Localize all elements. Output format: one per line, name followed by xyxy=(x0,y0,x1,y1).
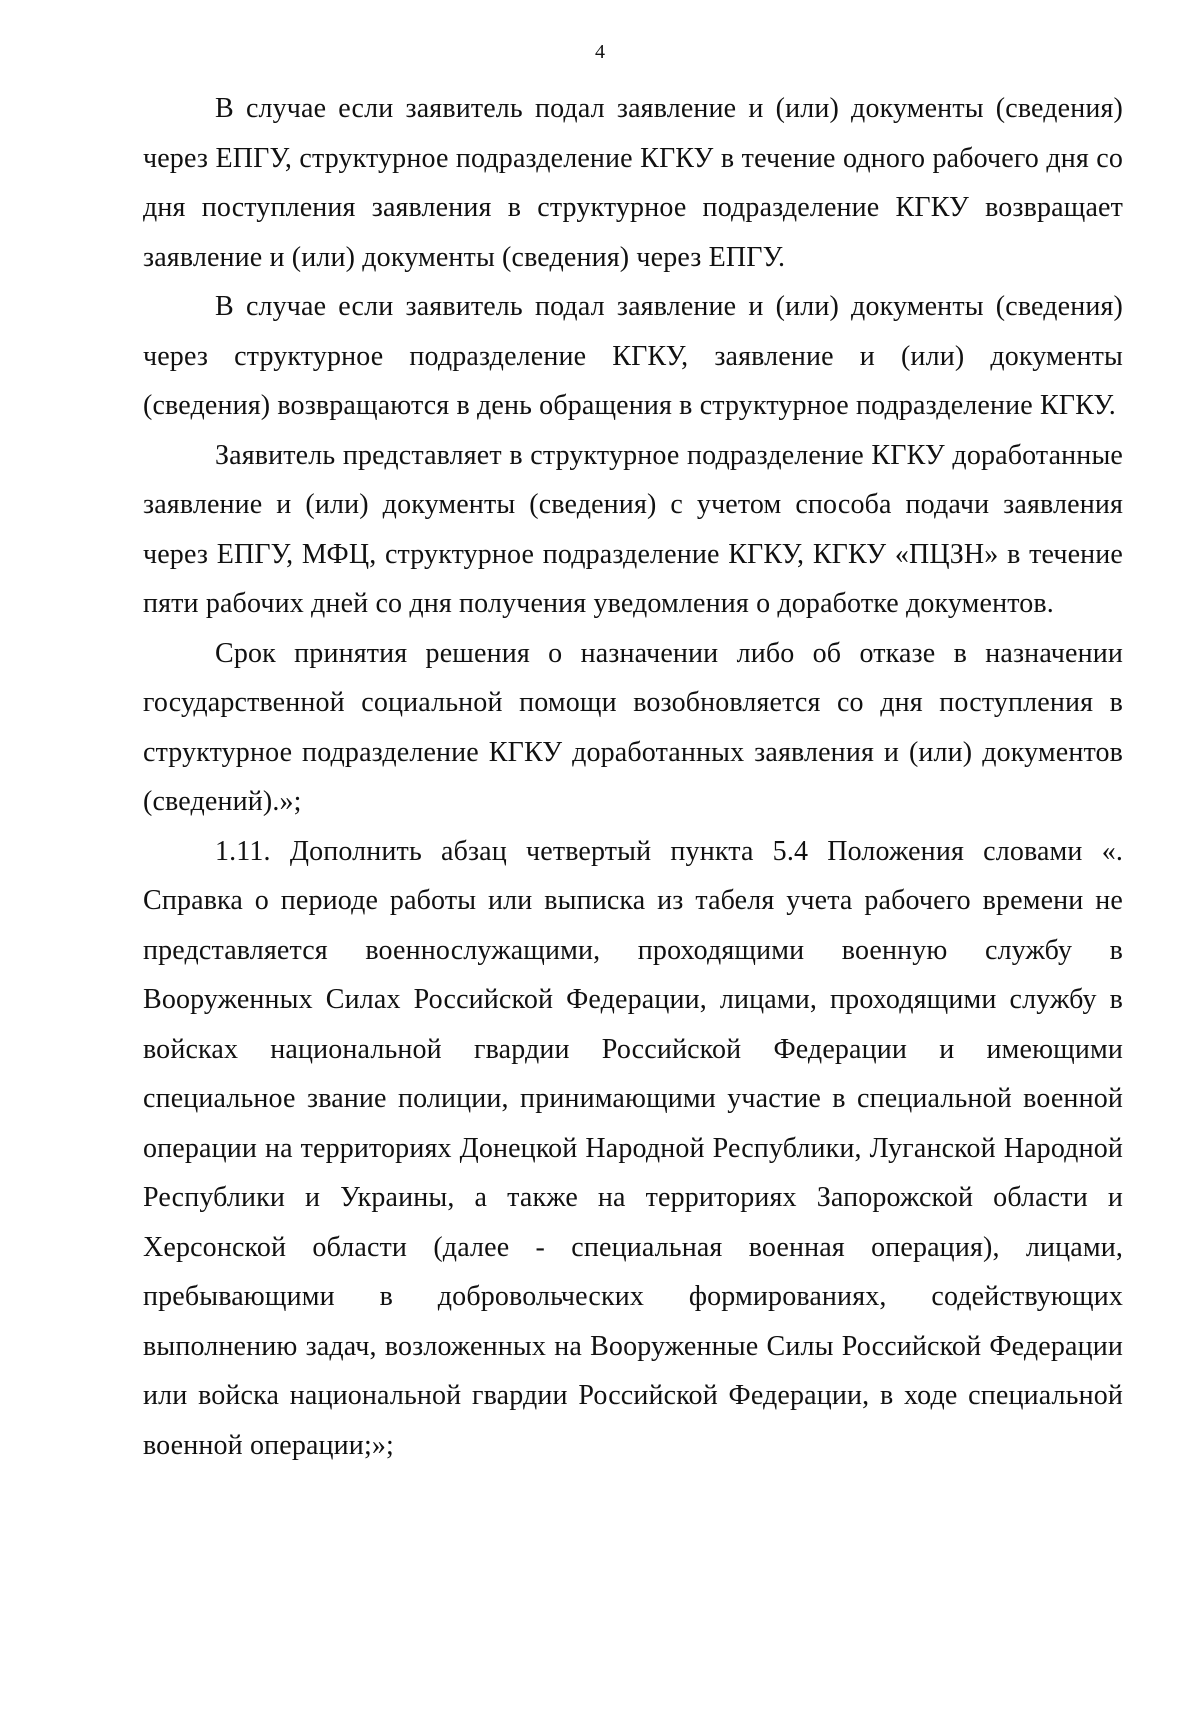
page-number: 4 xyxy=(595,41,605,63)
paragraph-return-via-kgku: В случае если заявитель подал заявление и (или) документы (сведения) через структурное подразделение КГКУ, заявление и (или) документы (сведения) возвращаются в день обращения в структурное подразделение КГКУ. xyxy=(143,291,1123,421)
paragraph-return-via-epgu: В случае если заявитель подал заявление и (или) документы (сведения) через ЕПГУ, структурное подразделение КГКУ в течение одного рабочего дня со дня поступления заявления в структурное подразделение КГКУ возвращает заявление и (или) документы (сведения) через ЕПГУ. xyxy=(143,93,1123,273)
paragraph-decision-deadline: Срок принятия решения о назначении либо об отказе в назначении государственной социальной помощи возобновляется со дня поступления в структурное подразделение КГКУ доработанных заявления и (или) документов (сведений).»; xyxy=(143,637,1123,817)
paragraph-applicant-resubmission: Заявитель представляет в структурное подразделение КГКУ доработанные заявление и (или) документы (сведения) с учетом способа подачи заявления через ЕПГУ, МФЦ, структурное подразделение КГКУ, КГКУ «ПЦЗН» в течение пяти рабочих дней со дня получения уведомления о доработке документов. xyxy=(143,439,1123,619)
paragraph-amendment-1-11: 1.11. Дополнить абзац четвертый пункта 5.4 Положения словами «. Справка о периоде работы или выписка из табеля учета рабочего времени не представляется военнослужащими, проходящими военную службу в Вооруженных Силах Российской Федерации, лицами, проходящими службу в войсках национальной гвардии Российской Федерации и имеющими специальное звание полиции, принимающими участие в специальной военной операции на территориях Донецкой Народной Республики, Луганской Народной Республики и Украины, а также на территориях Запорожской области и Херсонской области (далее - специальная военная операция), лицами, пребывающими в добровольческих формированиях, содействующих выполнению задач, возложенных на Вооруженные Силы Российской Федерации или войска национальной гвардии Российской Федерации, в ходе специальной военной операции;»; xyxy=(143,835,1123,1461)
document-body xyxy=(143,84,1123,1470)
